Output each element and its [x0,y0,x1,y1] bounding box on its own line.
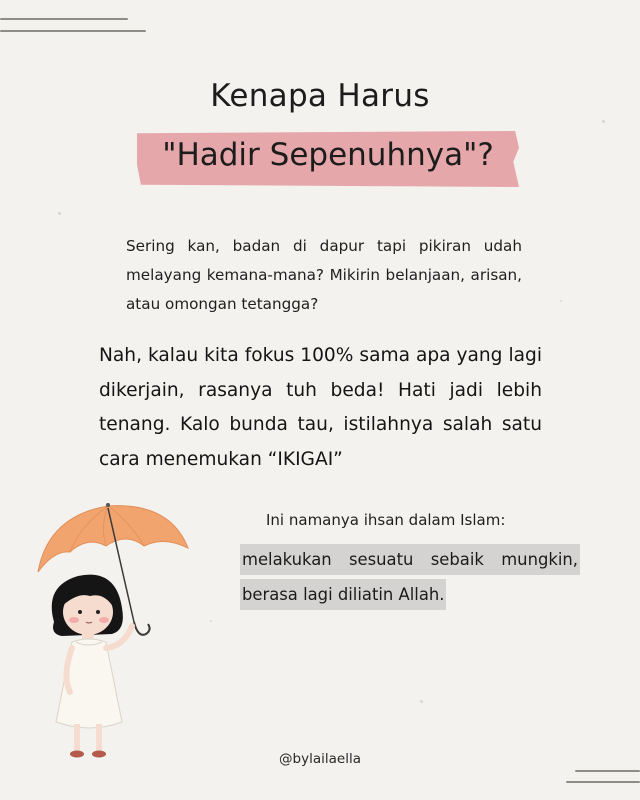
ihsan-highlight-line-1: melakukan sesuatu sebaik mungkin, [240,544,580,575]
paper-speck [58,212,61,215]
ihsan-highlight [240,544,580,614]
girl-with-umbrella-illustration [34,496,194,766]
paper-speck [560,300,562,302]
ihsan-label: Ini namanya ihsan dalam Islam: [266,511,506,529]
paper-speck [210,620,212,622]
paper-speck [602,120,605,123]
title-line-2: "Hadir Sepenuhnya"? [162,137,494,173]
author-handle: @bylailaella [279,751,361,767]
decorative-line-top [0,30,146,32]
intro-paragraph: Sering kan, badan di dapur tapi pikiran udah melayang kemana-mana? Mikirin belanjaan, arisan, atau omongan tetangga? [126,237,522,313]
main-paragraph: Nah, kalau kita fokus 100% sama apa yang lagi dikerjain, rasanya tuh beda! Hati jadi lebih tenang. Kalo bunda tau, istilahnya salah satu cara menemukan “IKIGAI” [99,345,542,470]
title-line-1: Kenapa Harus [210,78,430,114]
ihsan-highlight-line-2: berasa lagi diliatin Allah. [240,579,446,610]
paper-speck [420,700,423,703]
decorative-line-bottom [575,770,640,772]
decorative-line-bottom [566,781,640,783]
decorative-line-top [0,18,128,20]
